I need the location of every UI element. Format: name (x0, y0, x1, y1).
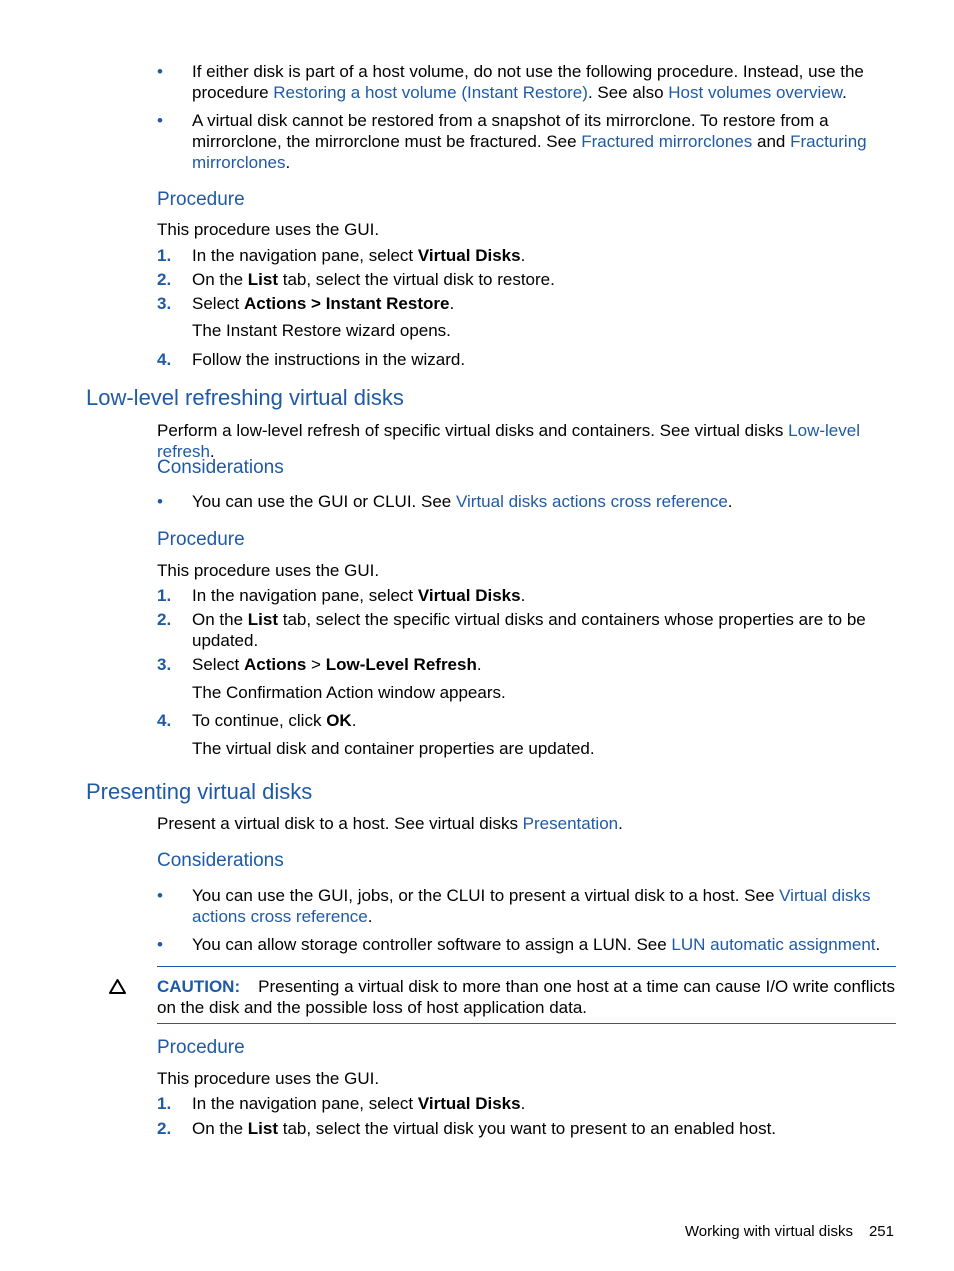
step-text (192, 710, 897, 731)
page-footer (685, 1221, 894, 1242)
text-run: Select (192, 294, 244, 313)
cross-reference-link[interactable]: LUN automatic assignment (671, 935, 876, 954)
ui-term: Low-Level Refresh (325, 655, 477, 674)
ui-term: List (247, 1119, 278, 1138)
bullet-text (192, 61, 897, 103)
text-run: tab, select the virtual disk you want to present to an enabled host. (278, 1119, 777, 1138)
step-result-note: The virtual disk and container properties are updated. (192, 739, 595, 758)
step-number: 1. (157, 1094, 172, 1113)
text-run: On the (192, 610, 248, 629)
section-intro (157, 813, 901, 834)
text-run: and (752, 132, 791, 151)
ui-term: List (247, 270, 278, 289)
ui-term: Virtual Disks (417, 586, 521, 605)
caution-box (157, 966, 896, 1024)
text-run: You can use the GUI, jobs, or the CLUI to present a virtual disk to a host. See (192, 886, 780, 905)
text-run: . (367, 907, 373, 926)
procedure-intro: This procedure uses the GUI. (157, 1069, 380, 1088)
page-number: 251 (868, 1223, 894, 1240)
step-number: 3. (157, 655, 172, 674)
text-run: > (306, 655, 326, 674)
text-run: . (618, 814, 623, 833)
step-number: 2. (157, 270, 172, 289)
caution-triangle-icon (108, 978, 127, 995)
step-number: 2. (157, 610, 172, 629)
bullet-text (192, 491, 897, 512)
cross-reference-link[interactable]: Low-level refresh (157, 421, 860, 461)
text-run: You can allow storage controller software to assign a LUN. See (192, 935, 672, 954)
cross-reference-link[interactable]: Restoring a host volume (Instant Restore) (273, 83, 588, 102)
step-text (192, 654, 897, 675)
text-run: Present a virtual disk to a host. See virtual disks (157, 814, 523, 833)
considerations-heading: Considerations (157, 850, 284, 871)
footer-chapter-title: Working with virtual disks (684, 1223, 853, 1240)
step-text (192, 609, 897, 651)
text-run: . (727, 492, 733, 511)
step-text (192, 245, 897, 266)
text-run: A virtual disk cannot be restored from a snapshot of its mirrorclone. To restore from a mirrorclone, the mirrorclone must be fractured. See (192, 111, 829, 151)
bullet-text (192, 885, 897, 927)
bullet-text (192, 934, 897, 955)
section-heading: Presenting virtual disks (86, 779, 313, 804)
text-run: On the (192, 1119, 248, 1138)
caution-text: Presenting a virtual disk to more than one host at a time can cause I/O write conflicts on the disk and the possible loss of host application data. (157, 977, 895, 1017)
caution-text-block (157, 976, 896, 1018)
text-run: If either disk is part of a host volume, do not use the following procedure. Instead, use the procedure (192, 62, 864, 102)
bullet-text (192, 110, 897, 173)
text-run: . (285, 153, 291, 172)
text-run: On the (192, 270, 248, 289)
text-run: . (449, 294, 455, 313)
cross-reference-link[interactable]: Host volumes overview (668, 83, 843, 102)
ui-term: List (247, 610, 278, 629)
step-result-note: The Instant Restore wizard opens. (192, 321, 451, 340)
text-run: . (520, 586, 526, 605)
text-run: tab, select the specific virtual disks and containers whose properties are to be updated. (192, 610, 866, 650)
step-number: 4. (157, 350, 172, 369)
text-run: You can use the GUI or CLUI. See (192, 492, 456, 511)
step-text (192, 585, 897, 606)
ui-term: Virtual Disks (417, 1094, 521, 1113)
ui-term: OK (326, 711, 352, 730)
text-run: In the navigation pane, select (192, 246, 418, 265)
bullet-dot: • (157, 492, 163, 511)
section-heading: Low-level refreshing virtual disks (86, 385, 404, 410)
procedure-heading: Procedure (157, 189, 245, 210)
text-run: . See also (587, 83, 669, 102)
step-text (192, 349, 897, 370)
text-run: . (520, 246, 526, 265)
cross-reference-link[interactable]: Virtual disks actions cross reference (192, 886, 871, 926)
text-run: In the navigation pane, select (192, 1094, 418, 1113)
text-run: To continue, click (192, 711, 327, 730)
step-text (192, 269, 897, 290)
step-number: 1. (157, 246, 172, 265)
text-run: . (476, 655, 482, 674)
text-run: . (351, 711, 357, 730)
procedure-intro: This procedure uses the GUI. (157, 561, 380, 580)
procedure-intro: This procedure uses the GUI. (157, 220, 380, 239)
ui-term: Actions > Instant Restore (243, 294, 450, 313)
text-run: . (875, 935, 881, 954)
text-run: Perform a low-level refresh of specific virtual disks and containers. See virtual disks (157, 421, 789, 440)
ui-term: Virtual Disks (417, 246, 521, 265)
step-result-note: The Confirmation Action window appears. (192, 683, 506, 702)
procedure-heading: Procedure (157, 1037, 245, 1058)
bullet-dot: • (157, 886, 163, 905)
step-text (192, 1093, 897, 1114)
step-number: 3. (157, 294, 172, 313)
text-run: . (209, 442, 215, 461)
cross-reference-link[interactable]: Fractured mirrorclones (581, 132, 753, 151)
ui-term: Actions (243, 655, 307, 674)
considerations-heading: Considerations (157, 457, 284, 478)
caution-label: CAUTION: (157, 977, 241, 996)
text-run: In the navigation pane, select (192, 586, 418, 605)
procedure-heading: Procedure (157, 529, 245, 550)
cross-reference-link[interactable]: Presentation (522, 814, 619, 833)
bullet-dot: • (157, 62, 163, 81)
step-number: 2. (157, 1119, 172, 1138)
text-run: tab, select the virtual disk to restore. (278, 270, 555, 289)
step-number: 4. (157, 711, 172, 730)
text-run: . (520, 1094, 526, 1113)
text-run: . (842, 83, 847, 102)
text-run: Select (192, 655, 244, 674)
cross-reference-link[interactable]: Virtual disks actions cross reference (455, 492, 728, 511)
step-text (192, 293, 897, 314)
bullet-dot: • (157, 111, 163, 130)
text-run: Follow the instructions in the wizard. (192, 350, 466, 369)
step-text (192, 1118, 897, 1139)
step-number: 1. (157, 586, 172, 605)
cross-reference-link[interactable]: Fracturing mirrorclones (192, 132, 867, 172)
bullet-dot: • (157, 935, 163, 954)
